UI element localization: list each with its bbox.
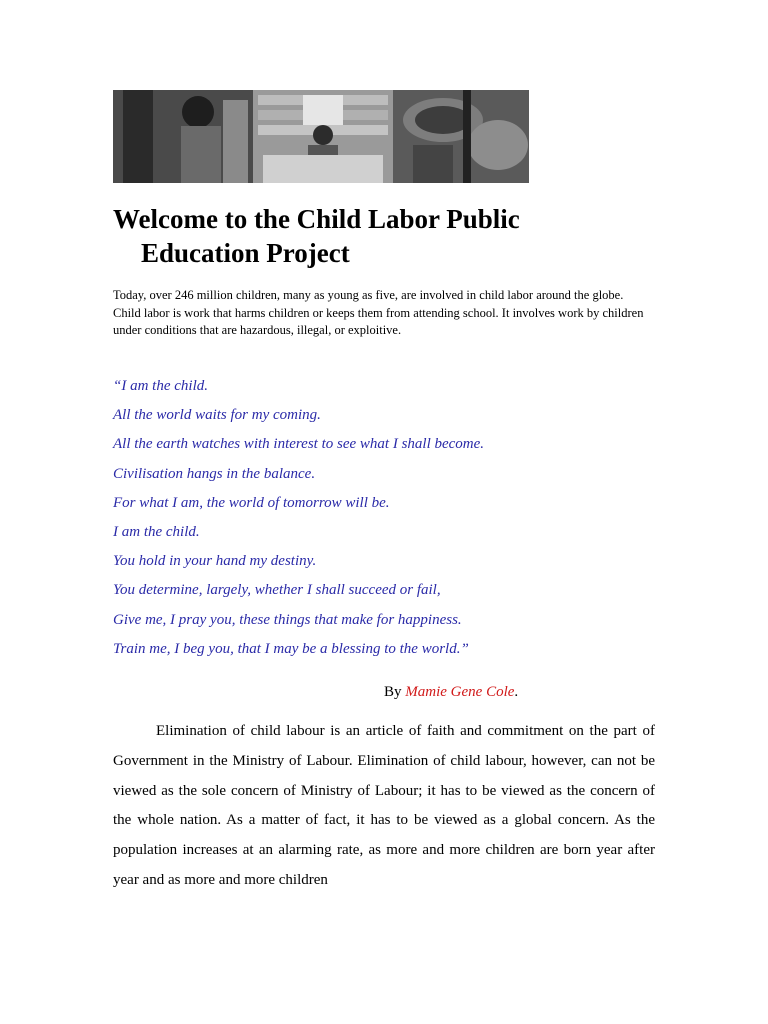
poem-line: For what I am, the world of tomorrow will be.: [113, 494, 390, 511]
poem-line: “I am the child.: [113, 378, 208, 394]
byline: [384, 680, 518, 704]
page-title: [113, 202, 633, 270]
photo-collage: [113, 90, 529, 183]
byline-suffix: .: [514, 684, 519, 700]
poem-line: You determine, largely, whether I shall succeed or fail,: [113, 582, 441, 599]
title-line-1: Welcome to the Child Labor Public: [113, 204, 520, 234]
poem-line: Civilisation hangs in the balance.: [113, 465, 316, 482]
author-name: Mamie Gene Cole: [405, 684, 515, 700]
poem-line: Train me, I beg you, that I may be a blessing to the world.”: [113, 640, 469, 657]
intro-paragraph: Today, over 246 million children, many as young as five, are involved in child labor around the globe. Child labor is work that harms children or keeps them from attending school. It involves work by children under conditions that are hazardous, illegal, or exploitive.: [113, 288, 644, 337]
poem-line: You hold in your hand my destiny.: [113, 553, 317, 570]
body-paragraph: Elimination of child labour is an article of faith and commitment on the part of Government in the Ministry of Labour. Elimination of child labour, however, can not be viewed as the sole concern of Ministry of Labour; it has to be viewed as the concern of the whole nation. As a matter of fact, it has to be viewed as a global concern. As the population increases at an alarming rate, as more and more children are born year after year and as more and more children: [113, 723, 655, 888]
poem-line: I am the child.: [113, 524, 200, 541]
banner-image: [113, 90, 529, 183]
poem: [113, 372, 673, 664]
poem-line: All the earth watches with interest to see what I shall become.: [113, 436, 485, 453]
title-line-2: Education Project: [141, 238, 350, 268]
byline-prefix: By: [384, 684, 406, 700]
poem-line: All the world waits for my coming.: [113, 407, 321, 424]
poem-line: Give me, I pray you, these things that make for happiness.: [113, 611, 462, 628]
